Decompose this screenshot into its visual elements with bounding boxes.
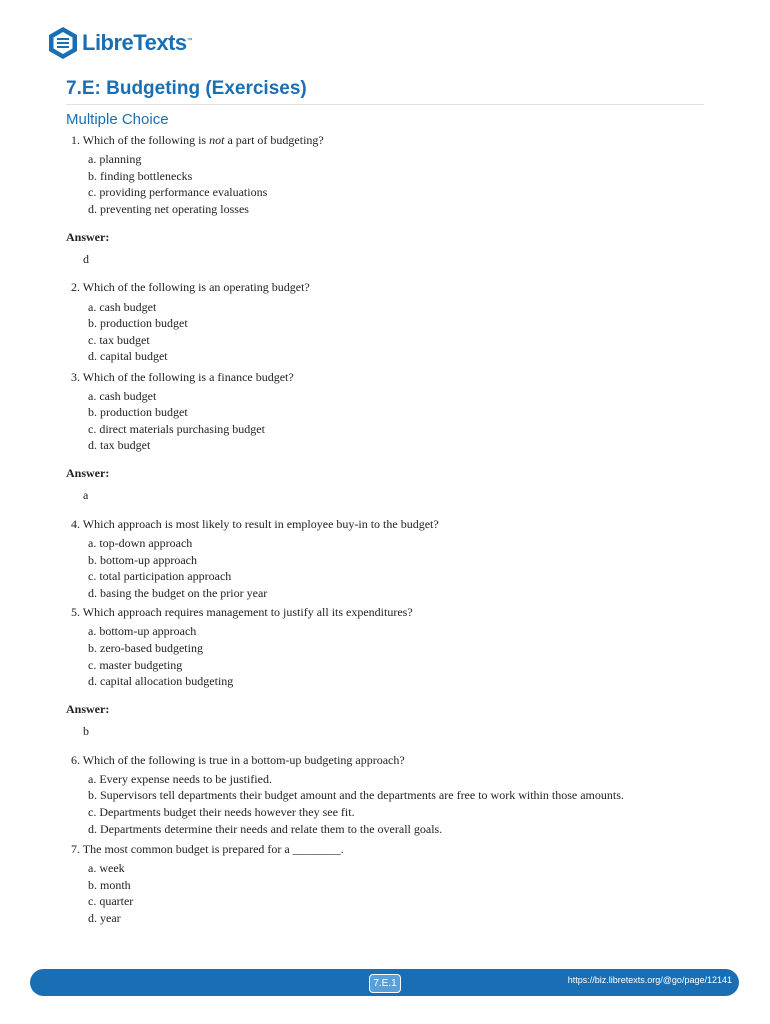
answer-value: b	[83, 724, 89, 738]
answer-option: a. cash budget	[88, 300, 157, 314]
answer-value: d	[83, 252, 89, 266]
page-number-badge: 7.E.1	[369, 974, 401, 993]
answer-option: d. capital budget	[88, 349, 168, 363]
question-text: 6. Which of the following is true in a bottom-up budgeting approach?	[71, 753, 405, 767]
answer-option: b. production budget	[88, 405, 188, 419]
answer-option: d. Departments determine their needs and relate them to the overall goals.	[88, 822, 443, 836]
question-text: 7. The most common budget is prepared for a ________.	[71, 842, 344, 856]
answer-option: d. capital allocation budgeting	[88, 674, 234, 688]
answer-option: a. week	[88, 861, 125, 875]
answer-option: b. Supervisors tell departments their budget amount and the departments are free to work within those amounts.	[88, 788, 624, 802]
answer-label: Answer:	[66, 702, 110, 716]
libretexts-logo-icon	[46, 26, 80, 60]
answer-option: d. tax budget	[88, 438, 151, 452]
answer-option: c. tax budget	[88, 333, 150, 347]
page-url-link[interactable]: https://biz.libretexts.org/@go/page/12141	[567, 975, 732, 985]
answer-option: a. top-down approach	[88, 536, 193, 550]
answer-option: a. cash budget	[88, 389, 157, 403]
answer-option: b. production budget	[88, 316, 188, 330]
answer-option: b. finding bottlenecks	[88, 169, 193, 183]
answer-option: d. basing the budget on the prior year	[88, 586, 268, 600]
question-text: 4. Which approach is most likely to result in employee buy-in to the budget?	[71, 517, 439, 531]
answer-value: a	[83, 488, 89, 502]
libretexts-logo[interactable]	[46, 26, 193, 60]
answer-option: a. Every expense needs to be justified.	[88, 772, 272, 786]
answer-option: c. total participation approach	[88, 569, 232, 583]
question-text: 2. Which of the following is an operating budget?	[71, 280, 310, 294]
question-text: 3. Which of the following is a finance budget?	[71, 370, 294, 384]
question-text: 5. Which approach requires management to justify all its expenditures?	[71, 605, 413, 619]
page-title: 7.E: Budgeting (Exercises)	[66, 78, 704, 105]
answer-option: c. Departments budget their needs however they see fit.	[88, 805, 355, 819]
answer-option: a. planning	[88, 152, 142, 166]
answer-option: c. direct materials purchasing budget	[88, 422, 265, 436]
logo-trademark: ™	[186, 38, 193, 44]
logo-wordmark: LibreTexts	[82, 30, 187, 55]
question-text: 1. Which of the following is not a part of budgeting?	[71, 133, 324, 147]
answer-option: c. quarter	[88, 894, 134, 908]
answer-label: Answer:	[66, 230, 110, 244]
section-title: Multiple Choice	[66, 111, 169, 128]
page-footer	[30, 969, 739, 996]
answer-option: a. bottom-up approach	[88, 624, 197, 638]
answer-option: d. preventing net operating losses	[88, 202, 249, 216]
answer-option: b. zero-based budgeting	[88, 641, 203, 655]
answer-label: Answer:	[66, 466, 110, 480]
answer-option: c. master budgeting	[88, 658, 183, 672]
answer-option: d. year	[88, 911, 121, 925]
answer-option: b. bottom-up approach	[88, 553, 197, 567]
answer-option: b. month	[88, 878, 131, 892]
answer-option: c. providing performance evaluations	[88, 185, 268, 199]
